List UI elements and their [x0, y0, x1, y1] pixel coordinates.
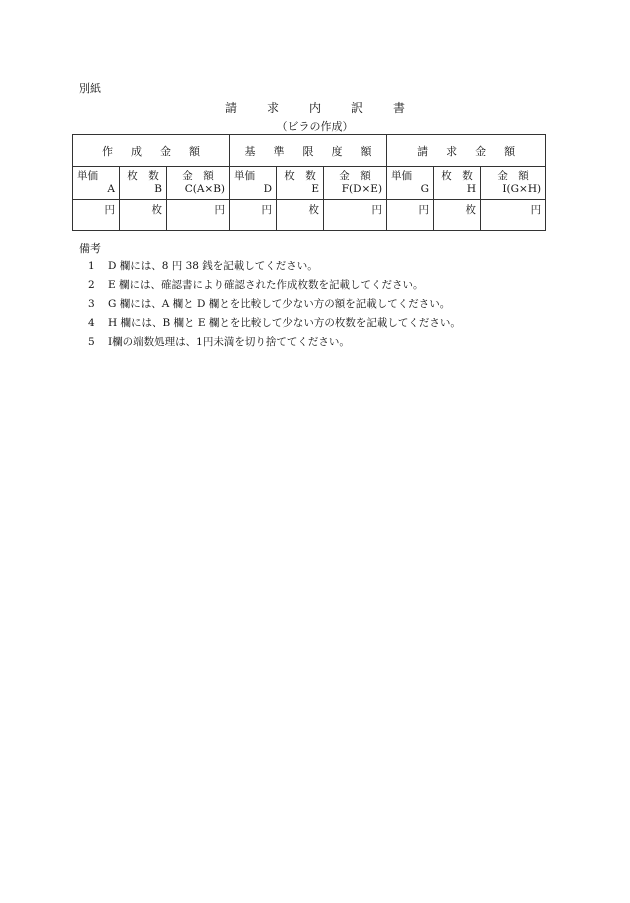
group-char: 額 — [360, 144, 372, 158]
notes-list — [88, 259, 461, 354]
group-char: 金 — [475, 144, 487, 158]
value-row — [73, 200, 546, 231]
title-char: 書 — [393, 101, 406, 115]
column-header: 枚 数 H — [434, 167, 481, 200]
title-char: 内 — [308, 101, 321, 115]
document-subtitle: （ビラの作成） — [276, 120, 354, 133]
title-char: 訳 — [351, 101, 364, 115]
column-header: 金 額 C(A×B) — [167, 167, 230, 200]
column-header: 枚 数 B — [120, 167, 167, 200]
group-char: 度 — [331, 144, 343, 158]
note-item: 4 H 欄には、B 欄と E 欄とを比較して少ない方の枚数を記載してください。 — [88, 317, 461, 329]
value-cell: 枚 — [277, 200, 324, 231]
group-header-row — [73, 135, 546, 167]
document-title — [0, 99, 630, 116]
value-cell: 円 — [324, 200, 387, 231]
group-char: 額 — [189, 144, 201, 158]
group-char: 限 — [302, 144, 314, 158]
group-char: 額 — [504, 144, 516, 158]
notes-heading: 備考 — [79, 242, 101, 255]
value-cell: 枚 — [120, 200, 167, 231]
column-header: 単価 A — [73, 167, 120, 200]
group-header-production-amount — [73, 135, 230, 167]
title-char: 求 — [266, 101, 279, 115]
invoice-table — [72, 134, 546, 231]
group-char: 作 — [102, 144, 114, 158]
note-item: 1 D 欄には、8 円 38 銭を記載してください。 — [88, 260, 318, 272]
group-char: 請 — [417, 144, 429, 158]
value-cell: 円 — [167, 200, 230, 231]
note-item: 3 G 欄には、A 欄と D 欄とを比較して少ない方の額を記載してください。 — [88, 298, 451, 310]
group-char: 準 — [273, 144, 285, 158]
column-header: 金 額 F(D×E) — [324, 167, 387, 200]
column-header: 単価 G — [387, 167, 434, 200]
group-char: 求 — [446, 144, 458, 158]
note-item: 5 I欄の端数処理は、1円未満を切り捨ててください。 — [88, 336, 350, 348]
group-char: 基 — [244, 144, 256, 158]
value-cell: 枚 — [434, 200, 481, 231]
group-header-standard-limit — [230, 135, 387, 167]
value-cell: 円 — [73, 200, 120, 231]
column-header: 単価 D — [230, 167, 277, 200]
column-header: 枚 数 E — [277, 167, 324, 200]
note-item: 2 E 欄には、確認書により確認された作成枚数を記載してください。 — [88, 279, 424, 291]
title-char: 請 — [224, 101, 237, 115]
group-char: 成 — [131, 144, 143, 158]
group-header-claim-amount — [387, 135, 546, 167]
attachment-label: 別紙 — [79, 82, 101, 95]
value-cell: 円 — [481, 200, 546, 231]
value-cell: 円 — [387, 200, 434, 231]
group-char: 金 — [160, 144, 172, 158]
value-cell: 円 — [230, 200, 277, 231]
column-header: 金 額 I(G×H) — [481, 167, 546, 200]
column-header-row — [73, 167, 546, 200]
